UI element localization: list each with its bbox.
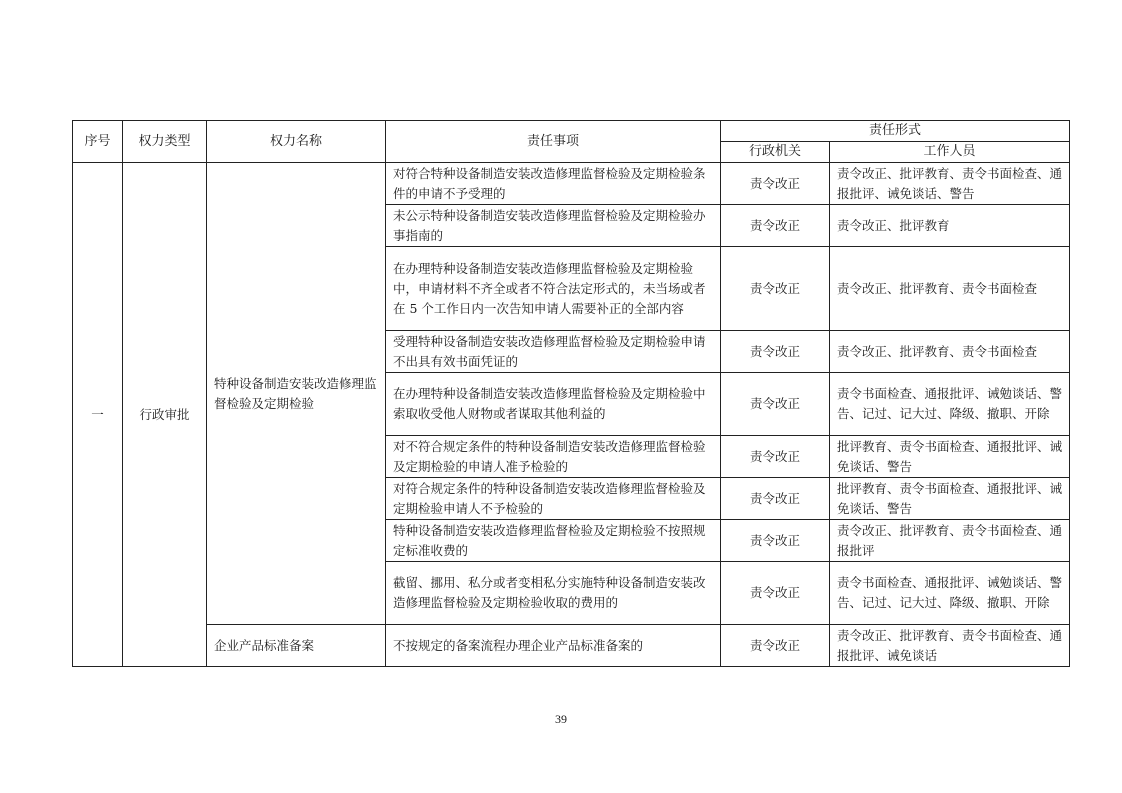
agency-cell: 责令改正 <box>721 247 830 331</box>
matter-cell: 在办理特种设备制造安装改造修理监督检验及定期检验中索取收受他人财物或者谋取其他利益的 <box>386 373 721 436</box>
header-agency: 行政机关 <box>721 142 830 163</box>
header-staff: 工作人员 <box>830 142 1070 163</box>
agency-cell: 责令改正 <box>721 478 830 520</box>
agency-cell: 责令改正 <box>721 625 830 667</box>
agency-cell: 责令改正 <box>721 562 830 625</box>
power-name-cell: 特种设备制造安装改造修理监督检验及定期检验 <box>207 163 386 625</box>
staff-cell: 责令书面检查、通报批评、诫勉谈话、警告、记过、记大过、降级、撤职、开除 <box>830 562 1070 625</box>
staff-cell: 责令改正、批评教育、责令书面检查、通报批评、诫免谈话 <box>830 625 1070 667</box>
matter-cell: 对符合规定条件的特种设备制造安装改造修理监督检验及定期检验申请人不予检验的 <box>386 478 721 520</box>
matter-cell: 未公示特种设备制造安装改造修理监督检验及定期检验办事指南的 <box>386 205 721 247</box>
staff-cell: 责令改正、批评教育、责令书面检查、通报批评、诫免谈话、警告 <box>830 163 1070 205</box>
header-seq: 序号 <box>73 121 123 163</box>
header-row-top <box>73 121 1070 142</box>
agency-cell: 责令改正 <box>721 436 830 478</box>
table-row <box>73 625 1070 667</box>
group-power-type: 行政审批 <box>123 163 207 667</box>
header-power-name: 权力名称 <box>207 121 386 163</box>
matter-cell: 受理特种设备制造安装改造修理监督检验及定期检验申请不出具有效书面凭证的 <box>386 331 721 373</box>
header-responsibility-form: 责任形式 <box>721 121 1070 142</box>
group-seq: 一 <box>73 163 123 667</box>
staff-cell: 责令改正、批评教育、责令书面检查 <box>830 247 1070 331</box>
agency-cell: 责令改正 <box>721 163 830 205</box>
staff-cell: 批评教育、责令书面检查、通报批评、诫免谈话、警告 <box>830 436 1070 478</box>
matter-cell: 不按规定的备案流程办理企业产品标准备案的 <box>386 625 721 667</box>
staff-cell: 责令改正、批评教育、责令书面检查、通报批评 <box>830 520 1070 562</box>
matter-cell: 截留、挪用、私分或者变相私分实施特种设备制造安装改造修理监督检验及定期检验收取的费用的 <box>386 562 721 625</box>
page-number: 39 <box>555 712 567 726</box>
agency-cell: 责令改正 <box>721 331 830 373</box>
agency-cell: 责令改正 <box>721 520 830 562</box>
matter-cell: 对符合特种设备制造安装改造修理监督检验及定期检验条件的申请不予受理的 <box>386 163 721 205</box>
matter-cell: 在办理特种设备制造安装改造修理监督检验及定期检验中，申请材料不齐全或者不符合法定形式的，未当场或者在 5 个工作日内一次告知申请人需要补正的全部内容 <box>386 247 721 331</box>
staff-cell: 责令改正、批评教育 <box>830 205 1070 247</box>
staff-cell: 批评教育、责令书面检查、通报批评、诫免谈话、警告 <box>830 478 1070 520</box>
matter-cell: 特种设备制造安装改造修理监督检验及定期检验不按照规定标准收费的 <box>386 520 721 562</box>
staff-cell: 责令改正、批评教育、责令书面检查 <box>830 331 1070 373</box>
responsibility-table <box>72 120 1070 667</box>
header-responsibility: 责任事项 <box>386 121 721 163</box>
agency-cell: 责令改正 <box>721 205 830 247</box>
matter-cell: 对不符合规定条件的特种设备制造安装改造修理监督检验及定期检验的申请人准予检验的 <box>386 436 721 478</box>
header-power-type: 权力类型 <box>123 121 207 163</box>
table-row <box>73 163 1070 205</box>
power-name-cell: 企业产品标准备案 <box>207 625 386 667</box>
agency-cell: 责令改正 <box>721 373 830 436</box>
staff-cell: 责令书面检查、通报批评、诫勉谈话、警告、记过、记大过、降级、撤职、开除 <box>830 373 1070 436</box>
